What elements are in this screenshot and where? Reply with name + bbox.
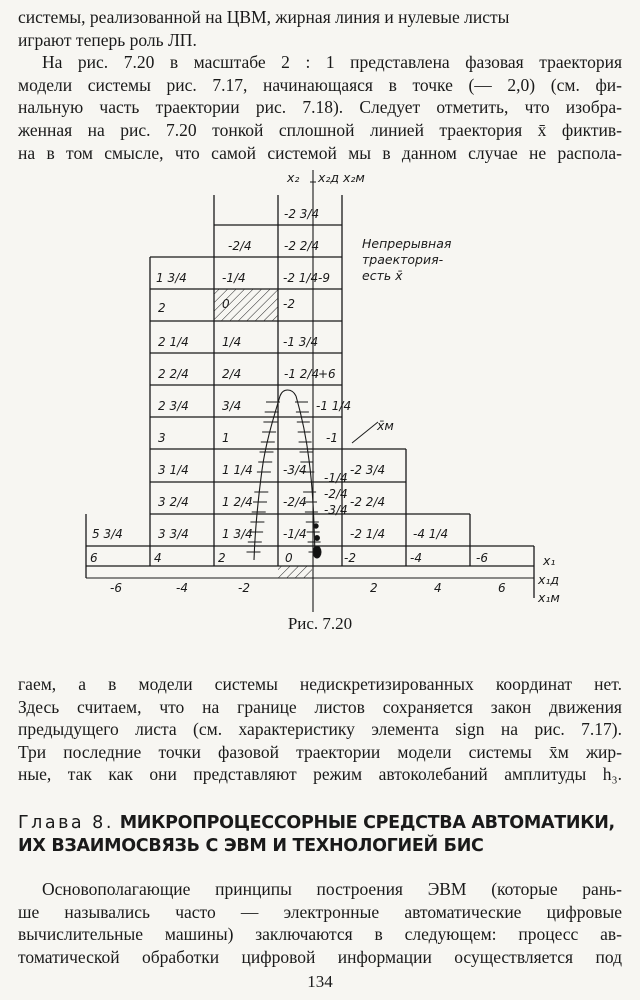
- annotation-line: есть x̄: [362, 268, 403, 283]
- axis-label-x2d-x2m: x₂д x₂м: [318, 170, 365, 185]
- chapter-label: Глава 8.: [18, 813, 114, 833]
- xm-label: x̄м: [377, 418, 394, 433]
- cell-label: 3 2/4: [158, 495, 189, 509]
- cell-label: -4: [176, 581, 188, 595]
- cell-label: +6: [318, 367, 336, 381]
- chapter-heading: [18, 812, 628, 858]
- axis-label-x1d: x₁д: [538, 572, 560, 587]
- cell-label: 2: [370, 581, 378, 595]
- text-line: на в том смысле, что самой системой мы в данном случае не распола-: [18, 142, 622, 163]
- cell-labels: [90, 207, 506, 595]
- cell-label: 2 1/4: [158, 335, 189, 349]
- cell-label: 3/4: [222, 399, 242, 413]
- bottom-paragraph: [18, 878, 622, 968]
- cell-label: 5 3/4: [92, 527, 123, 541]
- cell-label: 6: [498, 581, 506, 595]
- cell-label: 1 2/4: [222, 495, 253, 509]
- cell-label: 0: [222, 297, 230, 311]
- cell-label: 3 3/4: [158, 527, 189, 541]
- text-line: ше назывались часто — электронные автоматические цифровые: [18, 901, 622, 922]
- xm-leader: [352, 422, 378, 443]
- cell-label: -2 2/4: [284, 239, 320, 253]
- trajectory-curve: [280, 390, 296, 396]
- cell-label: 3 1/4: [158, 463, 189, 477]
- cell-label: -2: [344, 551, 356, 565]
- text-line: томатической обработки цифровой информации осуществляется под: [18, 946, 622, 967]
- middle-paragraph: [18, 673, 622, 786]
- text-line: вычислительные машины) заключаются в следующем: процесс ав-: [18, 924, 622, 945]
- cell-label: -2 1/4: [283, 271, 319, 285]
- cell-label: -2/4: [324, 487, 348, 501]
- text-line: На рис. 7.20 в масштабе 2 : 1 представлена фазовая траектория: [42, 52, 622, 73]
- cell-label: 1/4: [222, 335, 242, 349]
- cell-label: -9: [318, 271, 330, 285]
- page-number: 134: [307, 972, 333, 991]
- cell-label: -1: [326, 431, 338, 445]
- bold-point: [313, 546, 321, 558]
- cell-label: -1/4: [283, 527, 307, 541]
- axis-label-x1: x₁: [543, 553, 556, 568]
- hatched-cell: [278, 566, 312, 578]
- text-line: женная на рис. 7.20 тонкой сплошной линией траектория x̄ фиктив-: [18, 119, 622, 140]
- bold-point: [315, 536, 320, 541]
- cell-label: 3: [158, 431, 166, 445]
- top-paragraph: [18, 6, 622, 164]
- cell-label: -2 3/4: [350, 463, 386, 477]
- cell-label: -6: [476, 551, 488, 565]
- text-line: Три последние точки фазовой траектории модели системы x̄м жир-: [18, 741, 622, 762]
- text-line: предыдущего листа (см. характеристику элемента sign на рис. 7.17).: [18, 719, 622, 740]
- cell-label: 1 3/4: [222, 527, 253, 541]
- text-line: Основополагающие принципы построения ЭВМ (которые рань-: [42, 879, 622, 899]
- axis-label-x2: x₂: [287, 170, 300, 185]
- text-line: модели системы рис. 7.17, начинающаяся в точке (— 2,0) (см. фи-: [18, 74, 622, 95]
- text-line: гаем, а в модели системы недискретизированных координат нет.: [18, 674, 622, 694]
- cell-label: -1 3/4: [283, 335, 319, 349]
- cell-label: -2 2/4: [350, 495, 386, 509]
- cell-label: -2/4: [283, 495, 307, 509]
- cell-label: -4 1/4: [413, 527, 449, 541]
- text-line: играют теперь роль ЛП.: [18, 29, 197, 50]
- cell-label: -1 2/4: [284, 367, 320, 381]
- cell-label: -2/4: [228, 239, 252, 253]
- cell-label: -2 3/4: [284, 207, 320, 221]
- text-line: системы, реализованной на ЦВМ, жирная линия и нулевые листы: [18, 7, 510, 27]
- cell-label: -1 1/4: [316, 399, 352, 413]
- grid-lines: [86, 170, 534, 612]
- chapter-title-line: МИКРОПРОЦЕССОРНЫЕ СРЕДСТВА АВТОМАТИКИ,: [119, 813, 615, 833]
- cell-label: 6: [90, 551, 98, 565]
- trajectory-curve: [254, 396, 280, 560]
- cell-label: 4: [434, 581, 442, 595]
- axis-label-x1m: x₁м: [538, 590, 560, 605]
- phase-trajectory-figure: [0, 160, 640, 615]
- cell-label: 1: [222, 431, 230, 445]
- cell-label: 2/4: [222, 367, 242, 381]
- bold-point: [314, 524, 318, 528]
- cell-label: -3/4: [324, 503, 348, 517]
- text-line: Здесь считаем, что на границе листов сохраняется закон движения: [18, 696, 622, 717]
- cell-label: 2: [218, 551, 226, 565]
- cell-label: 4: [154, 551, 162, 565]
- figure-caption: Рис. 7.20: [287, 614, 353, 633]
- cell-label: -4: [410, 551, 422, 565]
- cell-label: 1 3/4: [156, 271, 187, 285]
- annotation-line: Непрерывная: [362, 236, 452, 251]
- text-line: нальную часть траектории рис. 7.18). Следует отметить, что изобра-: [18, 97, 622, 118]
- chapter-title-line: ИХ ВЗАИМОСВЯЗЬ С ЭВМ И ТЕХНОЛОГИЕЙ БИС: [18, 836, 484, 856]
- cell-label: -1/4: [222, 271, 246, 285]
- cell-label: -3/4: [283, 463, 307, 477]
- cell-label: 2 3/4: [158, 399, 189, 413]
- cell-label: 2: [158, 301, 166, 315]
- text-line: ные, так как они представляют режим автоколебаний амплитуды h₃.: [18, 764, 622, 785]
- annotation-line: траектория-: [362, 252, 444, 267]
- cell-label: -6: [110, 581, 122, 595]
- cell-label: 0: [285, 551, 293, 565]
- cell-label: -2: [283, 297, 295, 311]
- cell-label: -1/4: [324, 471, 348, 485]
- cell-label: -2: [238, 581, 250, 595]
- cell-label: 2 2/4: [158, 367, 189, 381]
- cell-label: 1 1/4: [222, 463, 253, 477]
- cell-label: -2 1/4: [350, 527, 386, 541]
